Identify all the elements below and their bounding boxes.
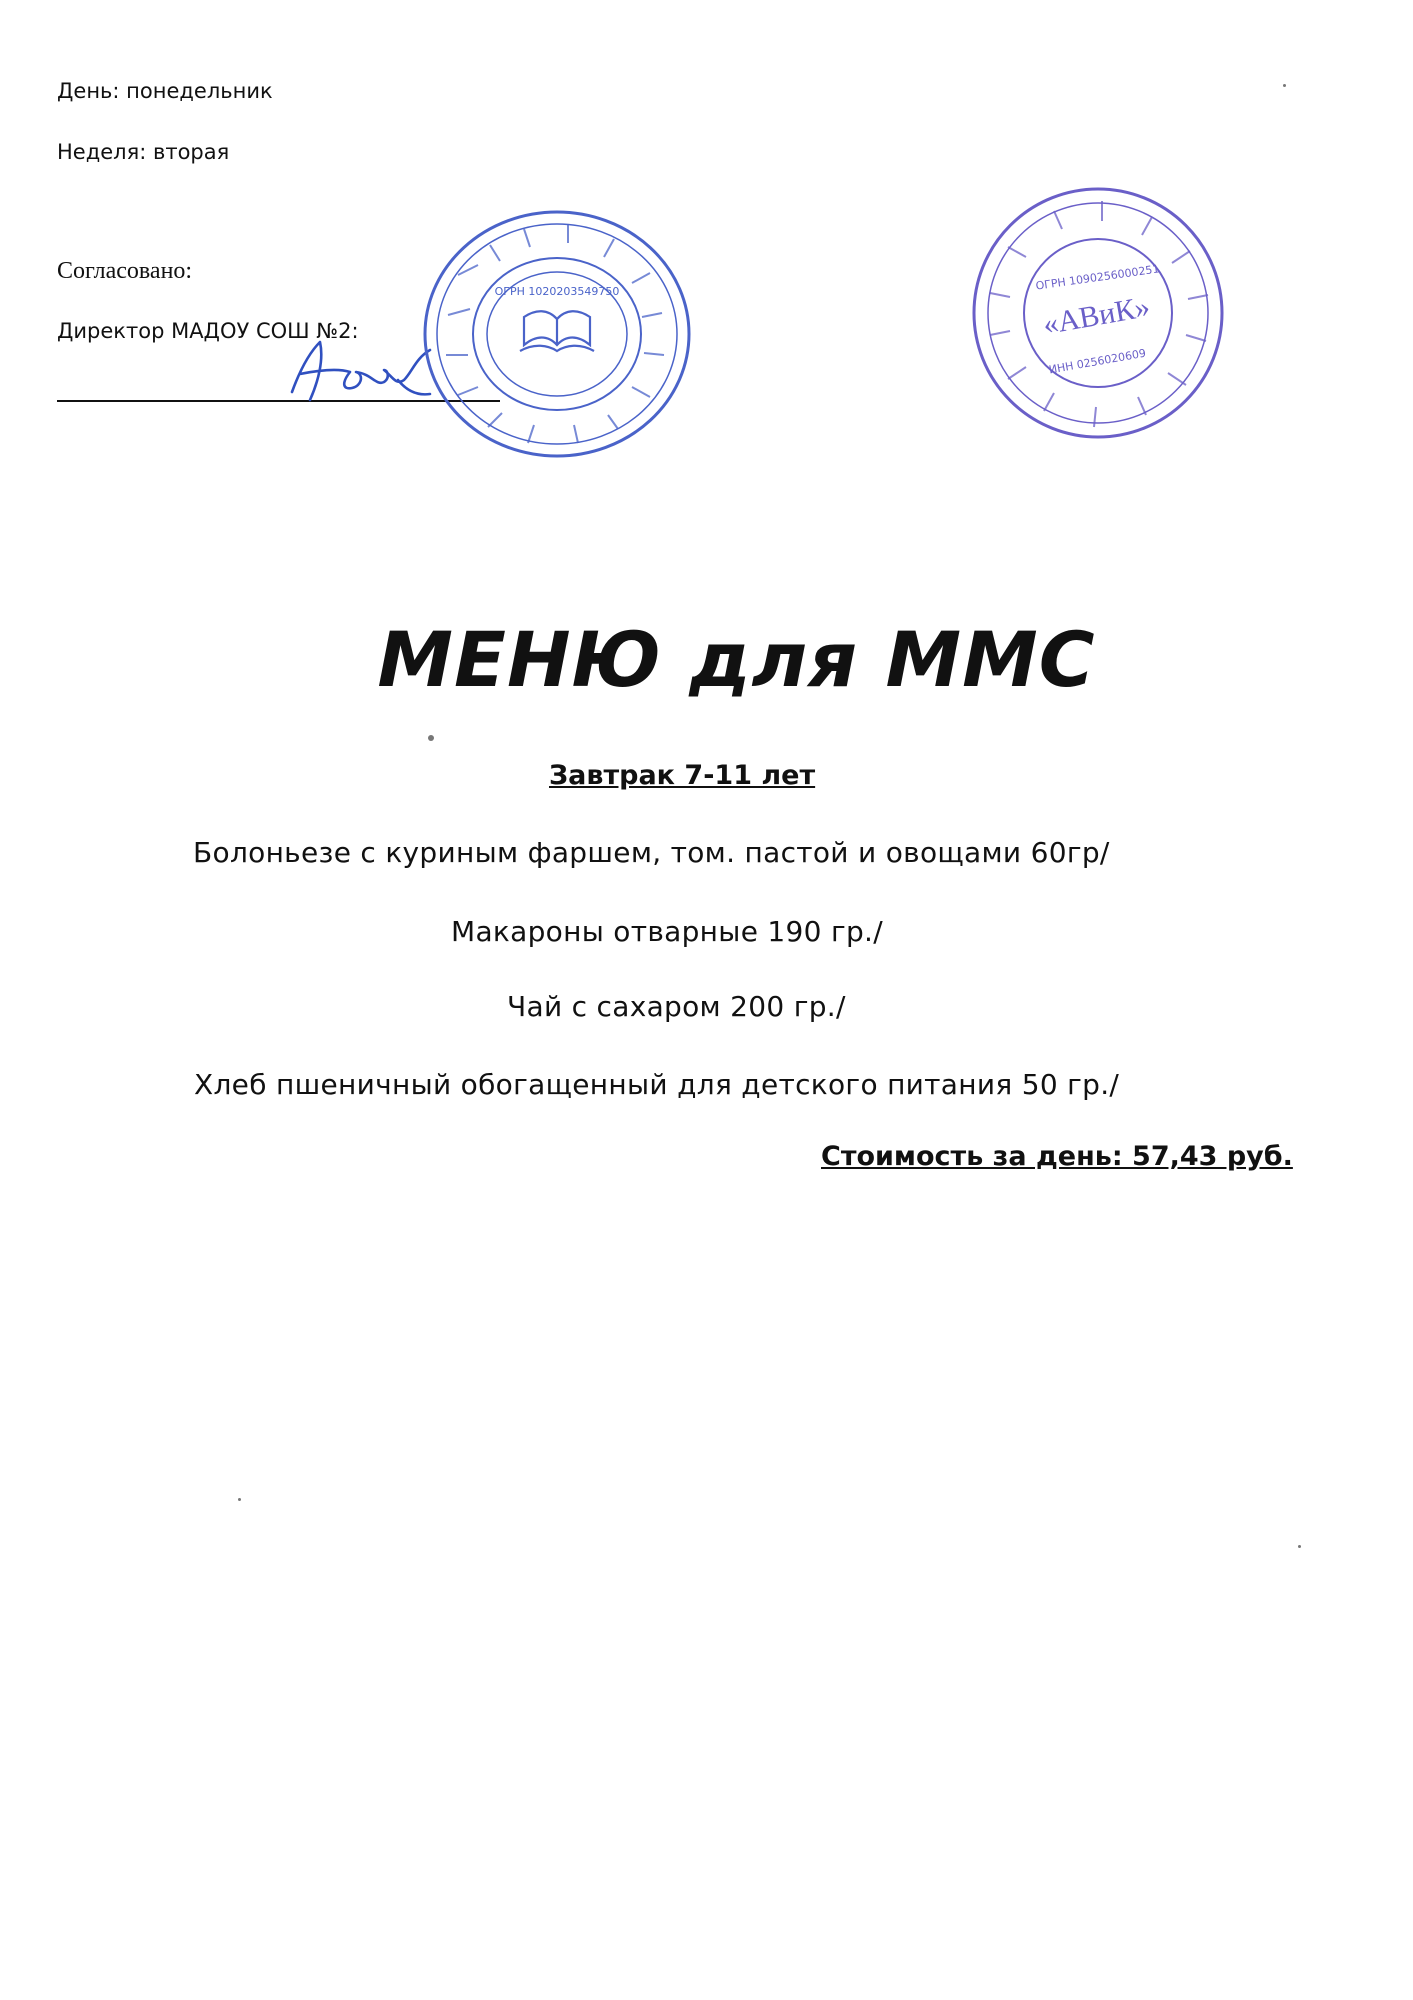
director-label: Директор МАДОУ СОШ №2:	[57, 319, 359, 343]
meal-heading: Завтрак 7-11 лет	[549, 760, 816, 791]
menu-item: Хлеб пшеничный обогащенный для детского питания 50 гр./	[194, 1068, 1120, 1101]
scan-speck	[238, 1498, 241, 1501]
menu-item: Макароны отварные 190 гр./	[451, 915, 883, 948]
daily-cost: Стоимость за день: 57,43 руб.	[821, 1141, 1293, 1172]
company-seal-inn: ИНН 0256020609	[1047, 346, 1147, 377]
scan-speck	[1298, 1545, 1301, 1548]
company-seal-ogrn: ОГРН 1090256000251	[1034, 262, 1161, 293]
school-seal-ogrn: ОГРН 1020203549750	[494, 285, 620, 298]
menu-item: Болоньезе с куриным фаршем, том. пастой и овощами 60гр/	[193, 836, 1110, 869]
company-seal-name: «АВиК»	[1040, 290, 1153, 342]
company-seal	[968, 183, 1228, 443]
approved-label: Согласовано:	[57, 258, 193, 284]
scan-speck	[428, 735, 434, 741]
school-seal	[418, 205, 696, 463]
day-label: День: понедельник	[57, 79, 273, 103]
week-label: Неделя: вторая	[57, 140, 230, 164]
scan-speck	[1283, 84, 1286, 87]
page-title: МЕНЮ для ММС	[377, 615, 1096, 704]
menu-item: Чай с сахаром 200 гр./	[507, 990, 846, 1023]
